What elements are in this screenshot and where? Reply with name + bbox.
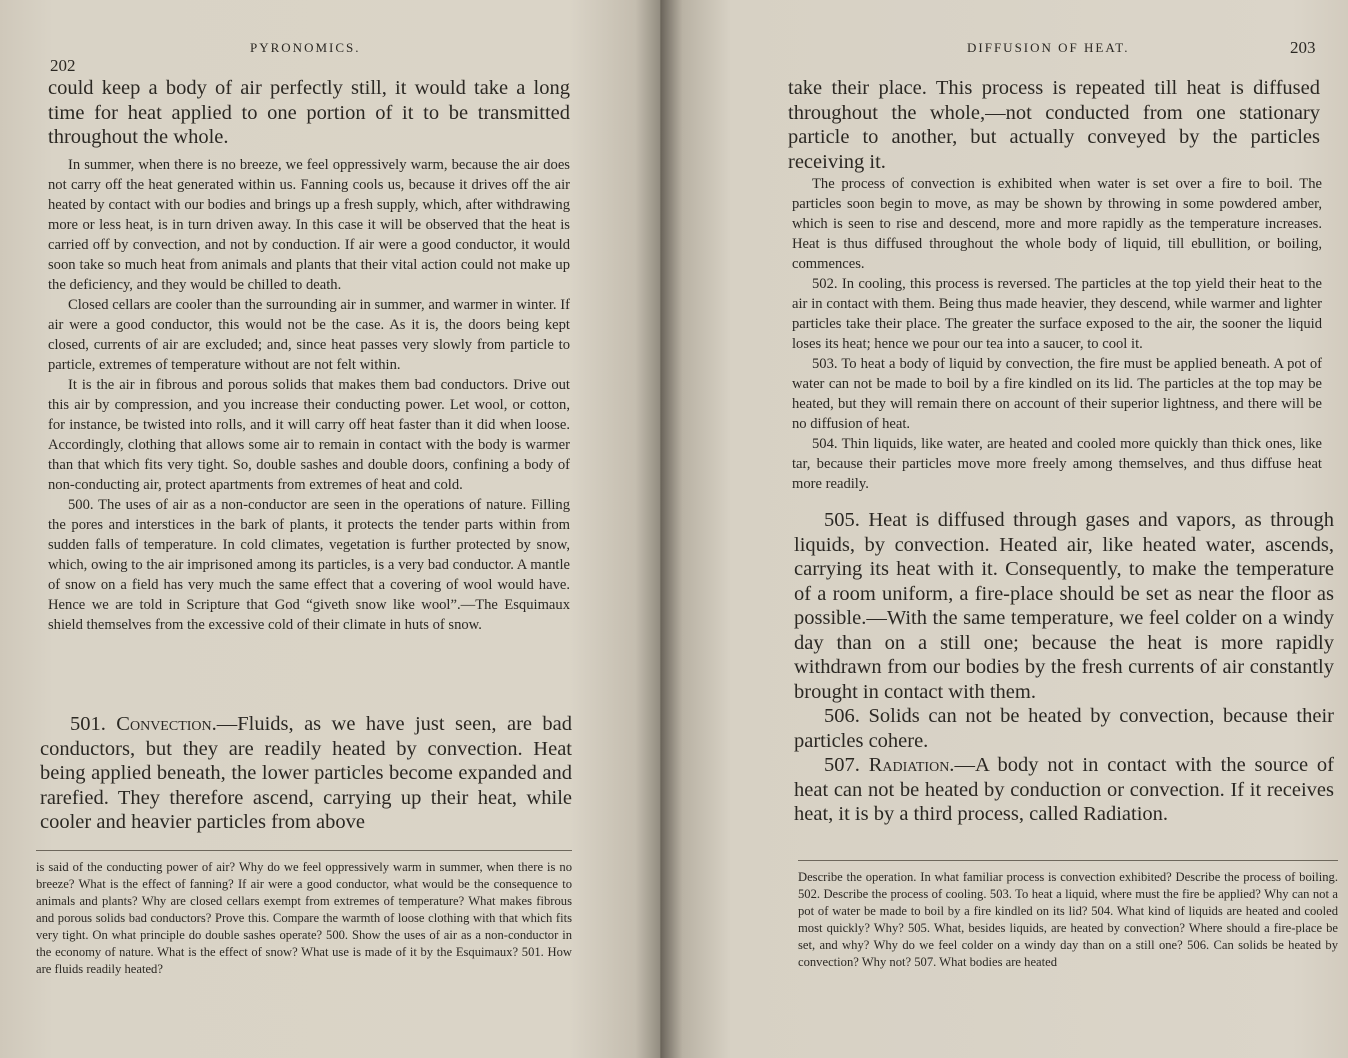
section-text: —A body not in contact with the source of heat can not be heated by conduction or convection. If it receives heat, it is by a third process, called Radiation. <box>794 754 1334 825</box>
section-number: 501. <box>70 713 106 735</box>
top-paragraph <box>48 76 570 150</box>
paragraph-505: 505. Heat is diffused through gases and vapors, as through liquids, by convection. Heated air, like heated water, ascends, carrying its heat with it. Consequently, to make the temperature of a room uniform, a fire-place should be set as near the floor as possible.—With the same temperature, we feel colder on a windy day than on a still one; because the heat is more rapidly withdrawn from our bodies by the fresh currents of air constantly brought in contact with them. <box>794 509 1334 703</box>
large-text-block <box>794 508 1334 827</box>
paragraph-502: 502. In cooling, this process is reversed. The particles at the top yield their heat to the air in contact with them. Being thus made heavier, they descend, while warmer and lighter particles take their place. The greater the surface exposed to the air, the sooner the liquid loses its heat; hence we pour our tea into a saucer, to cool it. <box>792 276 1322 352</box>
section-title: Convection. <box>116 713 217 735</box>
paragraph-text: could keep a body of air perfectly still, it would take a long time for heat applied to one portion of it to be transmitted throughout the whole. <box>48 77 570 148</box>
running-head: PYRONOMICS. <box>250 40 361 55</box>
top-paragraph <box>788 76 1320 174</box>
small-text-block <box>48 155 570 635</box>
running-head: DIFFUSION OF HEAT. <box>967 40 1130 55</box>
paragraph-503: 503. To heat a body of liquid by convection, the fire must be applied beneath. A pot of water can not be made to boil by a fire kindled on its lid. The particles at the top may be heated, but they will remain there on account of their superior lightness, and there will be no diffusion of heat. <box>792 356 1322 432</box>
paragraph-cellars: Closed cellars are cooler than the surrounding air in summer, and warmer in winter. If air were a good conductor, this would not be the case. As it is, the doors being kept closed, currents of air are excluded; and, since heat passes very slowly from particle to particle, extremes of temperature without are not felt within. <box>48 297 570 373</box>
page-number: 203 <box>1290 38 1316 57</box>
paragraph-porous-solids: It is the air in fibrous and porous solids that makes them bad conductors. Drive out this air by compression, and you increase their conducting power. Let wool, or cotton, for instance, be twisted into rolls, and it will carry off heat faster than it did when loose. Accordingly, clothing that allows some air to remain in contact with the body is warmer than that which fits very tight. So, double sashes and double doors, confining a body of non-conducting air, protect apartments from extremes of heat and cold. <box>48 377 570 493</box>
footnote-questions <box>36 850 572 978</box>
paragraph-summer: In summer, when there is no breeze, we feel oppressively warm, because the air does not carry off the heat generated within us. Fanning cools us, because it drives off the air heated by contact with our bodies and brings up a fresh supply, which, after withdrawing more or less heat, is in turn driven away. In this case it will be observed that the heat is carried off by convection, and not by conduction. If air were a good conductor, it would soon take so much heat from animals and plants that their vital action could not make up the deficiency, and they would be chilled to death. <box>48 157 570 293</box>
small-text-block <box>792 174 1322 494</box>
paragraph-500: 500. The uses of air as a non-conductor are seen in the operations of nature. Filling the pores and interstices in the bark of plants, it protects the tender parts within from sudden falls of temperature. In cold climates, vegetation is further protected by snow, which, owing to the air imprisoned among its particles, is a very bad conductor. A mantle of snow on a field has very much the same effect that a covering of wool would have. Hence we are told in Scripture that God “giveth snow like wool”.—The Esquimaux shield themselves from the excessive cold of their climate in huts of snow. <box>48 497 570 633</box>
section-501-paragraph <box>40 712 572 835</box>
right-page <box>662 0 1348 1058</box>
footnote-text: Describe the operation. In what familiar process is convection exhibited? Describe the process of boiling. 502. Describe the process of cooling. 503. To heat a liquid, where must the fire be applied? Why can not a pot of water be made to boil by a fire kindled on its lid? 504. What kind of liquids are heated and cooled most quickly? Why? 505. What, besides liquids, are heated by convection? Where should a fire-place be set, and why? Why do we feel colder on a windy day than on a still one? 506. Can solids be heated by convection? Why not? 507. What bodies are heated <box>798 870 1338 969</box>
section-number: 507. <box>824 754 860 776</box>
footnote-questions <box>798 860 1338 971</box>
section-501 <box>40 712 572 835</box>
paragraph-text: take their place. This process is repeated till heat is diffused throughout the whole,—not conducted from one stationary particle to another, but actually conveyed by the particles receiving it. <box>788 77 1320 173</box>
footnote-text: is said of the conducting power of air? Why do we feel oppressively warm in summer, when there is no breeze? What is the effect of fanning? If air were a good conductor, what would be the consequence to animals and plants? Why are closed cellars exempt from extremes of temperature? What makes fibrous and porous solids bad conductors? Prove this. Compare the warmth of loose clothing with that which fits very tight. On what principle do double sashes operate? 500. Show the uses of air as a non-conductor in the economy of nature. What is the effect of snow? What use is made of it by the Esquimaux? 501. How are fluids readily heated? <box>36 860 572 976</box>
paragraph-504: 504. Thin liquids, like water, are heated and cooled more quickly than thick ones, like tar, because their particles move more freely among themselves, and thus diffuse heat more readily. <box>792 436 1322 492</box>
left-page <box>0 0 662 1058</box>
paragraph-boiling: The process of convection is exhibited when water is set over a fire to boil. The particles soon begin to move, as may be shown by throwing in some powdered amber, which is seen to rise and descend, more and more rapidly as the temperature increases. Heat is thus diffused throughout the whole body of liquid, till ebullition, or boiling, commences. <box>792 176 1322 272</box>
paragraph-506: 506. Solids can not be heated by convection, because their particles cohere. <box>794 705 1334 752</box>
page-number: 202 <box>50 56 76 75</box>
section-text: —Fluids, as we have just seen, are bad conductors, but they are readily heated by convection. Heat being applied beneath, the lower particles become expanded and rarefied. They therefore ascend, carrying up their heat, while cooler and heavier particles from above <box>40 713 573 833</box>
section-title: Radiation. <box>868 754 955 776</box>
section-507-paragraph <box>794 753 1334 827</box>
